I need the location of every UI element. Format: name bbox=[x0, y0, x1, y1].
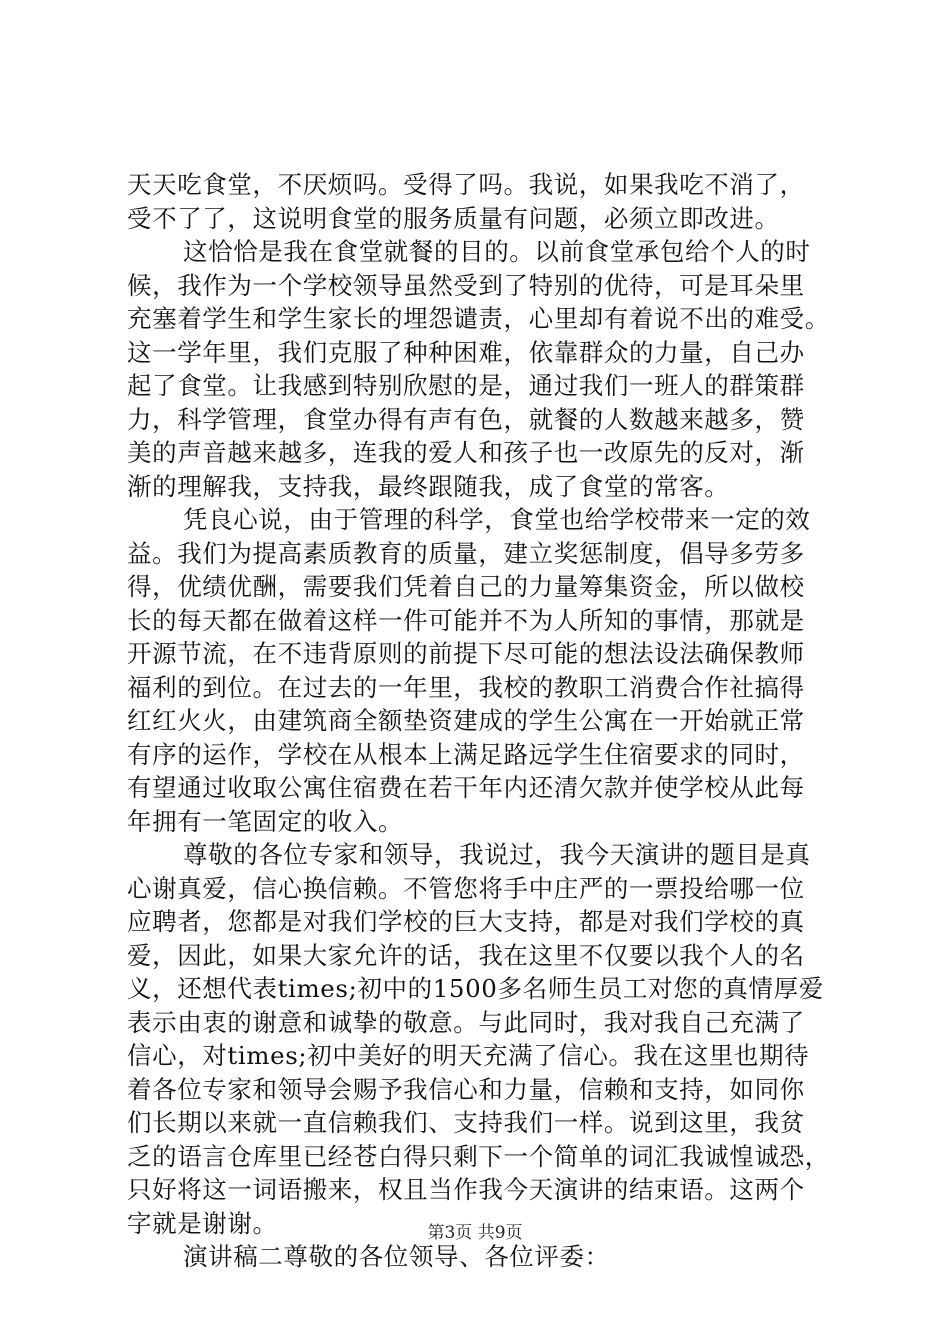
text-line: 渐的理解我，支持我，最终跟随我，成了食堂的常客。 bbox=[127, 471, 730, 501]
text-line: 充塞着学生和学生家长的埋怨谴责，心里却有着说不出的难受。 bbox=[127, 304, 830, 333]
text-line: 着各位专家和领导会赐予我信心和力量，信赖和支持，如同你 bbox=[127, 1074, 805, 1104]
text-line: 义，还想代表times;初中的1500多名师生员工对您的真情厚爱 bbox=[127, 974, 824, 1003]
document-body bbox=[127, 168, 847, 1274]
text-line: 信心，对times;初中美好的明天充满了信心。我在这里也期待 bbox=[127, 1041, 810, 1070]
page-footer: 第3页 共9页 bbox=[427, 1223, 523, 1243]
text-line: 开源节流，在不违背原则的前提下尽可能的想法设法确保教师 bbox=[127, 639, 805, 668]
text-line: 心谢真爱，信心换信赖。不管您将手中庄严的一票投给哪一位 bbox=[127, 873, 805, 903]
text-line: 有序的运作，学校在从根本上满足路远学生住宿要求的同时， bbox=[127, 739, 805, 769]
text-line: 凭良心说，由于管理的科学，食堂也给学校带来一定的效 bbox=[183, 505, 811, 534]
text-line: 美的声音越来越多，连我的爱人和孩子也一改原先的反对，渐 bbox=[127, 438, 805, 467]
text-line: 受不了了，这说明食堂的服务质量有问题，必须立即改进。 bbox=[127, 203, 780, 233]
text-line: 只好将这一词语搬来，权且当作我今天演讲的结束语。这两个 bbox=[127, 1175, 805, 1204]
text-line: 得，优绩优酬，需要我们凭着自己的力量筹集资金，所以做校 bbox=[127, 572, 805, 601]
text-line: 演讲稿二尊敬的各位领导、各位评委： bbox=[183, 1242, 610, 1271]
text-line: 应聘者，您都是对我们学校的巨大支持，都是对我们学校的真 bbox=[127, 907, 805, 936]
text-line: 益。我们为提高素质教育的质量，建立奖惩制度，倡导多劳多 bbox=[127, 538, 805, 568]
text-line: 福利的到位。在过去的一年里，我校的教职工消费合作社搞得 bbox=[127, 672, 805, 702]
text-line: 天天吃食堂，不厌烦吗。受得了吗。我说，如果我吃不消了， bbox=[127, 170, 805, 199]
text-line: 红红火火，由建筑商全额垫资建成的学生公寓在一开始就正常 bbox=[127, 706, 805, 735]
text-line: 字就是谢谢。 bbox=[127, 1208, 278, 1238]
text-line: 年拥有一笔固定的收入。 bbox=[127, 806, 404, 836]
text-line: 这恰恰是我在食堂就餐的目的。以前食堂承包给个人的时 bbox=[183, 237, 811, 266]
text-line: 爱，因此，如果大家允许的话，我在这里不仅要以我个人的名 bbox=[127, 940, 805, 970]
text-line: 长的每天都在做着这样一件可能并不为人所知的事情，那就是 bbox=[127, 605, 805, 635]
text-line: 乏的语言仓库里已经苍白得只剩下一个简单的词汇我诚惶诚恐， bbox=[127, 1141, 830, 1171]
text-line: 们长期以来就一直信赖我们、支持我们一样。说到这里，我贫 bbox=[127, 1108, 805, 1137]
text-line: 候，我作为一个学校领导虽然受到了特别的优待，可是耳朵里 bbox=[127, 270, 805, 300]
text-line: 这一学年里，我们克服了种种困难，依靠群众的力量，自己办 bbox=[127, 337, 805, 367]
text-line: 起了食堂。让我感到特别欣慰的是，通过我们一班人的群策群 bbox=[127, 371, 805, 400]
text-line: 力，科学管理，食堂办得有声有色，就餐的人数越来越多，赞 bbox=[127, 404, 805, 434]
text-line: 尊敬的各位专家和领导，我说过，我今天演讲的题目是真 bbox=[183, 840, 811, 869]
text-line: 表示由衷的谢意和诚挚的敬意。与此同时，我对我自己充满了 bbox=[127, 1007, 805, 1037]
text-line: 有望通过收取公寓住宿费在若干年内还清欠款并使学校从此每 bbox=[127, 773, 805, 802]
